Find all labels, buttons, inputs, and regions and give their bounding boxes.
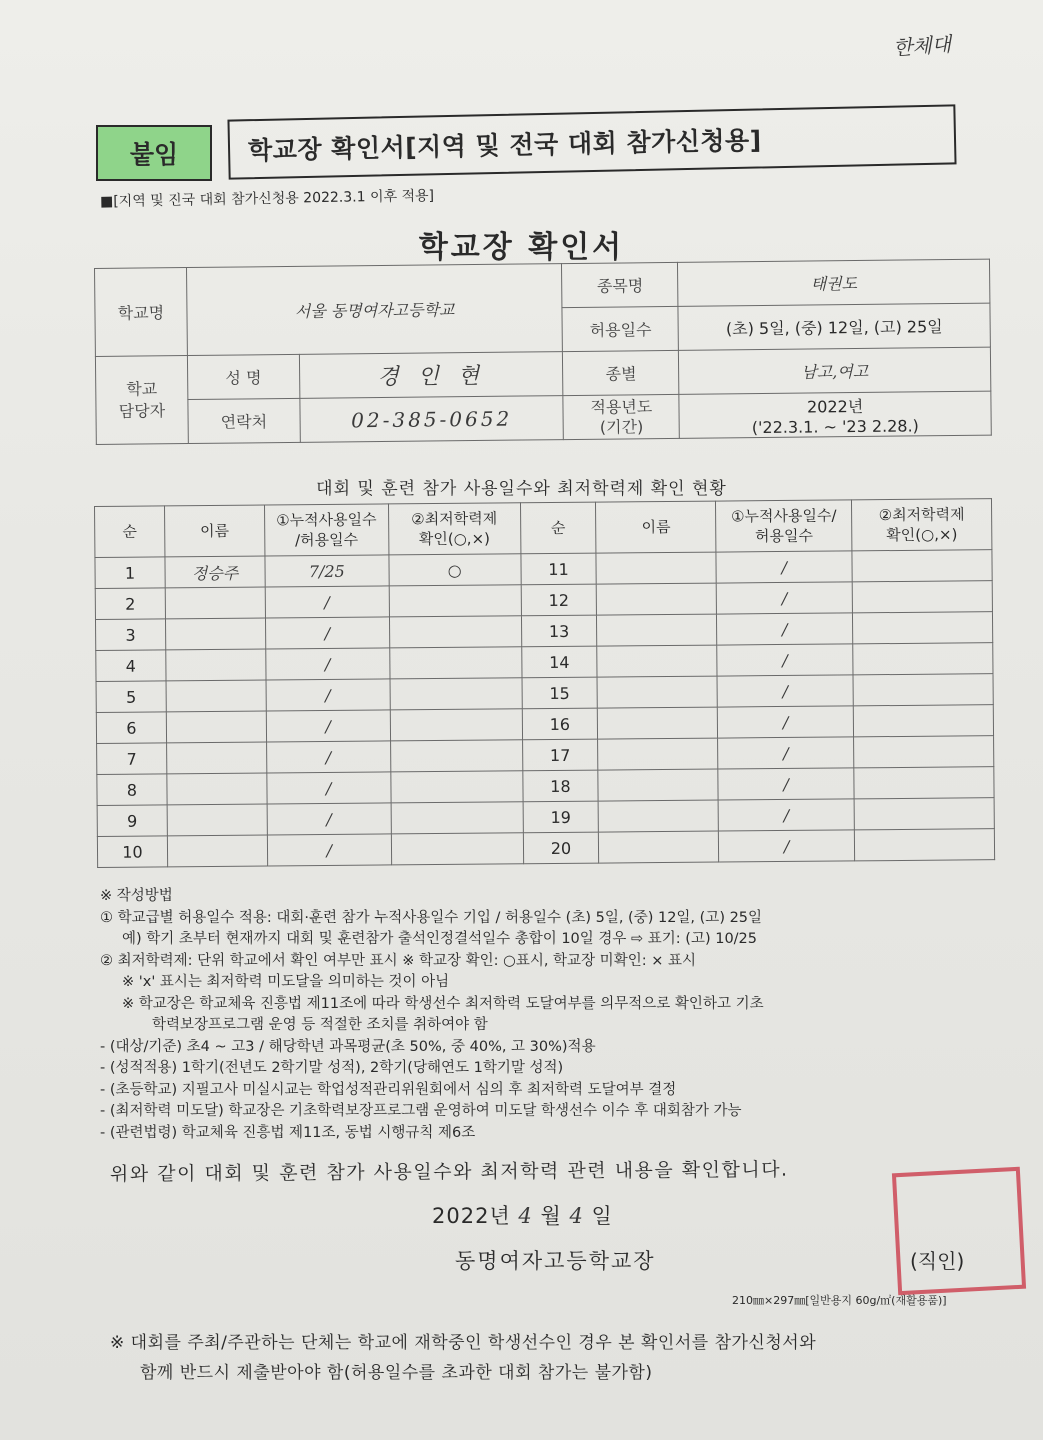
academic-check xyxy=(852,550,992,582)
used-days: / xyxy=(717,613,853,645)
used-days: / xyxy=(267,834,391,866)
student-name xyxy=(167,804,267,836)
footnote-line: ※ 대회를 주최/주관하는 단체는 학교에 재학중인 학생선수인 경우 본 확인서를 참가신청서와 xyxy=(110,1333,817,1353)
header-name-right: 이름 xyxy=(596,501,716,553)
student-name xyxy=(599,800,719,832)
used-days: / xyxy=(267,772,391,804)
academic-check xyxy=(391,833,523,865)
academic-check xyxy=(389,616,521,648)
name-label: 성 명 xyxy=(187,354,299,399)
row-number: 10 xyxy=(97,836,167,868)
year-cell xyxy=(679,391,991,438)
footnote xyxy=(110,1328,816,1388)
row-number: 13 xyxy=(521,615,597,647)
used-days: / xyxy=(718,768,854,800)
roster-header-row xyxy=(95,499,992,558)
event-label: 종목명 xyxy=(562,262,678,307)
row-number: 7 xyxy=(97,743,167,775)
official-seal xyxy=(892,1167,1026,1296)
gender-value: 남고,여고 xyxy=(679,347,991,394)
academic-check: ○ xyxy=(389,554,521,586)
student-name xyxy=(597,583,717,615)
academic-check xyxy=(390,740,522,772)
instructions-title: ※ 작성방법 xyxy=(100,888,173,904)
student-name xyxy=(166,711,266,743)
staff-label: 학교 담당자 xyxy=(95,356,188,445)
row-number: 9 xyxy=(97,805,167,837)
subtitle: ■[지역 및 진국 대회 참가신청용 2022.3.1 이후 적용] xyxy=(99,188,435,210)
academic-check xyxy=(853,612,993,644)
section-heading: 대회 및 훈련 참가 사용일수와 최저학력제 확인 현황 xyxy=(316,479,727,499)
student-name xyxy=(167,835,267,867)
row-number: 5 xyxy=(96,681,166,713)
row-number: 2 xyxy=(95,588,165,620)
instruction-line: 예) 학기 초부터 현재까지 대회 및 훈련참가 출석인정결석일수 총합이 10일 경우 ⇨ 표기: (고) 10/25 xyxy=(122,931,758,947)
used-days: / xyxy=(266,679,390,711)
row-number: 1 xyxy=(95,557,165,589)
row-number: 20 xyxy=(523,832,599,864)
instructions xyxy=(100,886,1000,1144)
header-days-right: ①누적사용일수/ 허용일수 xyxy=(716,500,852,552)
used-days: / xyxy=(266,648,390,680)
instruction-line: ※ 학교장은 학교체육 진흥법 제11조에 따라 학생선수 최저학력 도달여부를 의무적으로 확인하고 기초 xyxy=(122,995,764,1012)
roster-table xyxy=(94,498,995,868)
academic-check xyxy=(854,829,994,861)
date-line xyxy=(432,1200,613,1230)
instruction-line: - (성적적용) 1학기(전년도 2학기말 성적), 2학기(당해연도 1학기말 성적) xyxy=(100,1060,564,1076)
year-period: ('22.3.1. ~ '23 2.28.) xyxy=(751,415,919,437)
student-name xyxy=(166,649,266,681)
date-month: 4 xyxy=(518,1204,533,1228)
used-days: / xyxy=(718,799,854,831)
academic-check xyxy=(853,643,993,675)
header-check: ②최저학력제 확인(○,×) xyxy=(388,503,520,555)
used-days: / xyxy=(266,710,390,742)
footnote-line: 함께 반드시 제출받아야 함(허용일수를 초과한 대회 참가는 불가함) xyxy=(140,1363,653,1383)
table-row xyxy=(97,829,994,868)
name-value: 경 인 현 xyxy=(299,352,563,399)
student-name xyxy=(598,738,718,770)
used-days: / xyxy=(718,706,854,738)
document-title: 학교장 확인서 xyxy=(418,230,625,265)
row-number: 8 xyxy=(97,774,167,806)
row-number: 3 xyxy=(95,619,165,651)
year-value: 2022년 xyxy=(806,396,864,417)
instruction-line: - (대상/기준) 초4 ~ 고3 / 해당학년 과목평균(초 50%, 중 40%, 고 30%)적용 xyxy=(100,1038,596,1055)
student-name xyxy=(597,614,717,646)
student-name xyxy=(165,587,265,619)
academic-check xyxy=(852,581,992,613)
instruction-line: 학력보장프로그램 운영 등 적절한 조치를 취하여야 함 xyxy=(152,1017,488,1033)
header-check-right: ②최저학력제 확인(○,×) xyxy=(852,499,992,551)
handwritten-note: 한체대 xyxy=(892,32,952,60)
instruction-line: - (최저학력 미도달) 학교장은 기초학력보장프로그램 운영하여 미도달 학생선수 이수 후 대회참가 가능 xyxy=(100,1103,742,1119)
used-days: / xyxy=(717,675,853,707)
student-name xyxy=(167,773,267,805)
academic-check xyxy=(390,678,522,710)
academic-check xyxy=(389,647,521,679)
academic-check xyxy=(854,767,994,799)
used-days: / xyxy=(716,582,852,614)
instruction-line: - (초등학교) 지필고사 미실시교는 학업성적관리위원회에서 심의 후 최저학력 도달여부 결정 xyxy=(100,1081,677,1098)
used-days: / xyxy=(265,617,389,649)
gender-label: 종별 xyxy=(563,350,679,395)
row-number: 16 xyxy=(522,708,598,740)
student-name xyxy=(597,676,717,708)
header-no-right: 순 xyxy=(520,502,596,554)
row-number: 6 xyxy=(96,712,166,744)
year-label: 적용년도 (기간) xyxy=(563,394,679,439)
student-name xyxy=(599,831,719,863)
student-name xyxy=(596,552,716,584)
row-number: 14 xyxy=(521,646,597,678)
row-number: 4 xyxy=(96,650,166,682)
contact-value: 02-385-0652 xyxy=(300,396,564,443)
instruction-line: ① 학교급별 허용일수 적용: 대회·훈련 참가 누적사용일수 기입 / 허용일수 (초) 5일, (중) 12일, (고) 25일 xyxy=(100,909,763,926)
paper-spec: 210㎜×297㎜[일반용지 60g/㎡(재활용품)] xyxy=(732,1294,947,1307)
row-number: 19 xyxy=(523,801,599,833)
header-days: ①누적사용일수 /허용일수 xyxy=(264,504,388,556)
student-name xyxy=(598,707,718,739)
student-name xyxy=(598,769,718,801)
header-no: 순 xyxy=(95,506,165,558)
student-name xyxy=(165,618,265,650)
seal-label: (직인) xyxy=(910,1249,965,1273)
used-days: / xyxy=(265,586,389,618)
academic-check xyxy=(853,674,993,706)
used-days: / xyxy=(266,741,390,773)
academic-check xyxy=(390,771,522,803)
info-table xyxy=(94,259,992,445)
academic-check xyxy=(854,736,994,768)
used-days: / xyxy=(267,803,391,835)
date-year: 2022년 xyxy=(432,1204,511,1228)
used-days: 7/25 xyxy=(265,555,389,587)
contact-label: 연락처 xyxy=(188,398,300,443)
instruction-line: ② 최저학력제: 단위 학교에서 확인 여부만 표시 ※ 학교장 확인: ○표시, 학교장 미확인: × 표시 xyxy=(100,952,696,969)
header-name: 이름 xyxy=(164,505,264,557)
allowed-days-label: 허용일수 xyxy=(562,306,678,351)
date-day: 4 xyxy=(569,1204,584,1228)
date-day-label: 일 xyxy=(591,1204,613,1228)
row-number: 12 xyxy=(521,584,597,616)
instruction-line: ※ 'x' 표시는 최저학력 미도달을 의미하는 것이 아님 xyxy=(122,974,450,990)
attachment-badge: 붙임 xyxy=(96,125,212,181)
instruction-line: - (관련법령) 학교체육 진흥법 제11조, 동법 시행규칙 제6조 xyxy=(100,1124,476,1141)
academic-check xyxy=(389,585,521,617)
school-label: 학교명 xyxy=(95,268,188,357)
academic-check xyxy=(391,802,523,834)
used-days: / xyxy=(717,644,853,676)
student-name: 정승주 xyxy=(165,556,265,588)
principal-name: 동명여자고등학교장 xyxy=(455,1249,656,1273)
row-number: 15 xyxy=(522,677,598,709)
academic-check xyxy=(853,705,993,737)
row-number: 17 xyxy=(522,739,598,771)
header-title: 학교장 확인서[지역 및 전국 대회 참가신청용] xyxy=(227,104,956,179)
student-name xyxy=(166,680,266,712)
confirmation-sentence: 위와 같이 대회 및 훈련 참가 사용일수와 최저학력 관련 내용을 확인합니다. xyxy=(109,1158,789,1186)
used-days: / xyxy=(716,551,852,583)
school-value: 서울 동명여자고등학교 xyxy=(186,264,562,356)
event-value: 태권도 xyxy=(678,259,990,306)
date-month-label: 월 xyxy=(540,1204,562,1228)
academic-check xyxy=(390,709,522,741)
student-name xyxy=(597,645,717,677)
used-days: / xyxy=(718,737,854,769)
used-days: / xyxy=(719,830,855,862)
row-number: 11 xyxy=(520,553,596,585)
academic-check xyxy=(854,798,994,830)
row-number: 18 xyxy=(522,770,598,802)
allowed-days-value: (초) 5일, (중) 12일, (고) 25일 xyxy=(678,303,990,350)
student-name xyxy=(166,742,266,774)
